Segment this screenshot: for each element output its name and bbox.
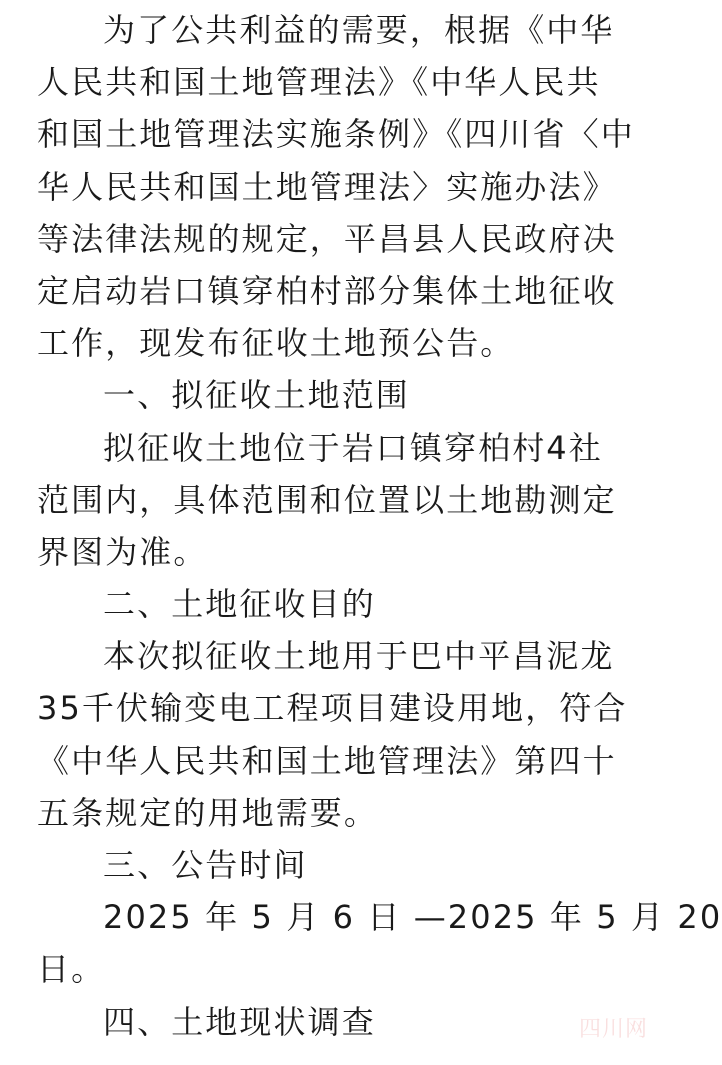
paragraph-line: 拟征收土地位于岩口镇穿柏村4社 xyxy=(103,428,603,467)
document-body xyxy=(37,4,722,1048)
paragraph-line: 五条规定的用地需要。 xyxy=(37,793,379,832)
paragraph-line: 《中华人民共和国土地管理法》第四十 xyxy=(37,741,617,780)
section-heading: 四、土地现状调查 xyxy=(103,1002,376,1041)
paragraph-line: 人民共和国土地管理法》《中华人民共 xyxy=(37,63,601,102)
paragraph-line: 等法律法规的规定，平昌县人民政府决 xyxy=(37,219,617,258)
paragraph-line: 华人民共和国土地管理法〉实施办法》 xyxy=(37,167,617,206)
watermark-logo: 四川网 xyxy=(578,1017,648,1042)
bottom-margin xyxy=(0,1045,658,1065)
paragraph-line: 工作，现发布征收土地预公告。 xyxy=(37,324,515,363)
paragraph-line: 日。 xyxy=(37,950,106,989)
section-heading: 二、土地征收目的 xyxy=(103,585,376,624)
paragraph-line: 35千伏输变电工程项目建设用地，符合 xyxy=(37,689,628,728)
paragraph-line: 2025 年 5 月 6 日 —2025 年 5 月 20 xyxy=(103,898,722,937)
paragraph-line: 范围内，具体范围和位置以土地勘测定 xyxy=(37,480,617,519)
paragraph-line: 定启动岩口镇穿柏村部分集体土地征收 xyxy=(37,271,617,310)
paragraph-line: 为了公共利益的需要，根据《中华 xyxy=(103,11,615,49)
paragraph-line: 界图为准。 xyxy=(37,532,208,571)
section-heading: 三、公告时间 xyxy=(103,846,308,884)
paragraph-line: 和国土地管理法实施条例》《四川省〈中 xyxy=(37,115,635,154)
paragraph-line: 本次拟征收土地用于巴中平昌泥龙 xyxy=(103,637,615,676)
section-heading: 一、拟征收土地范围 xyxy=(103,376,410,415)
